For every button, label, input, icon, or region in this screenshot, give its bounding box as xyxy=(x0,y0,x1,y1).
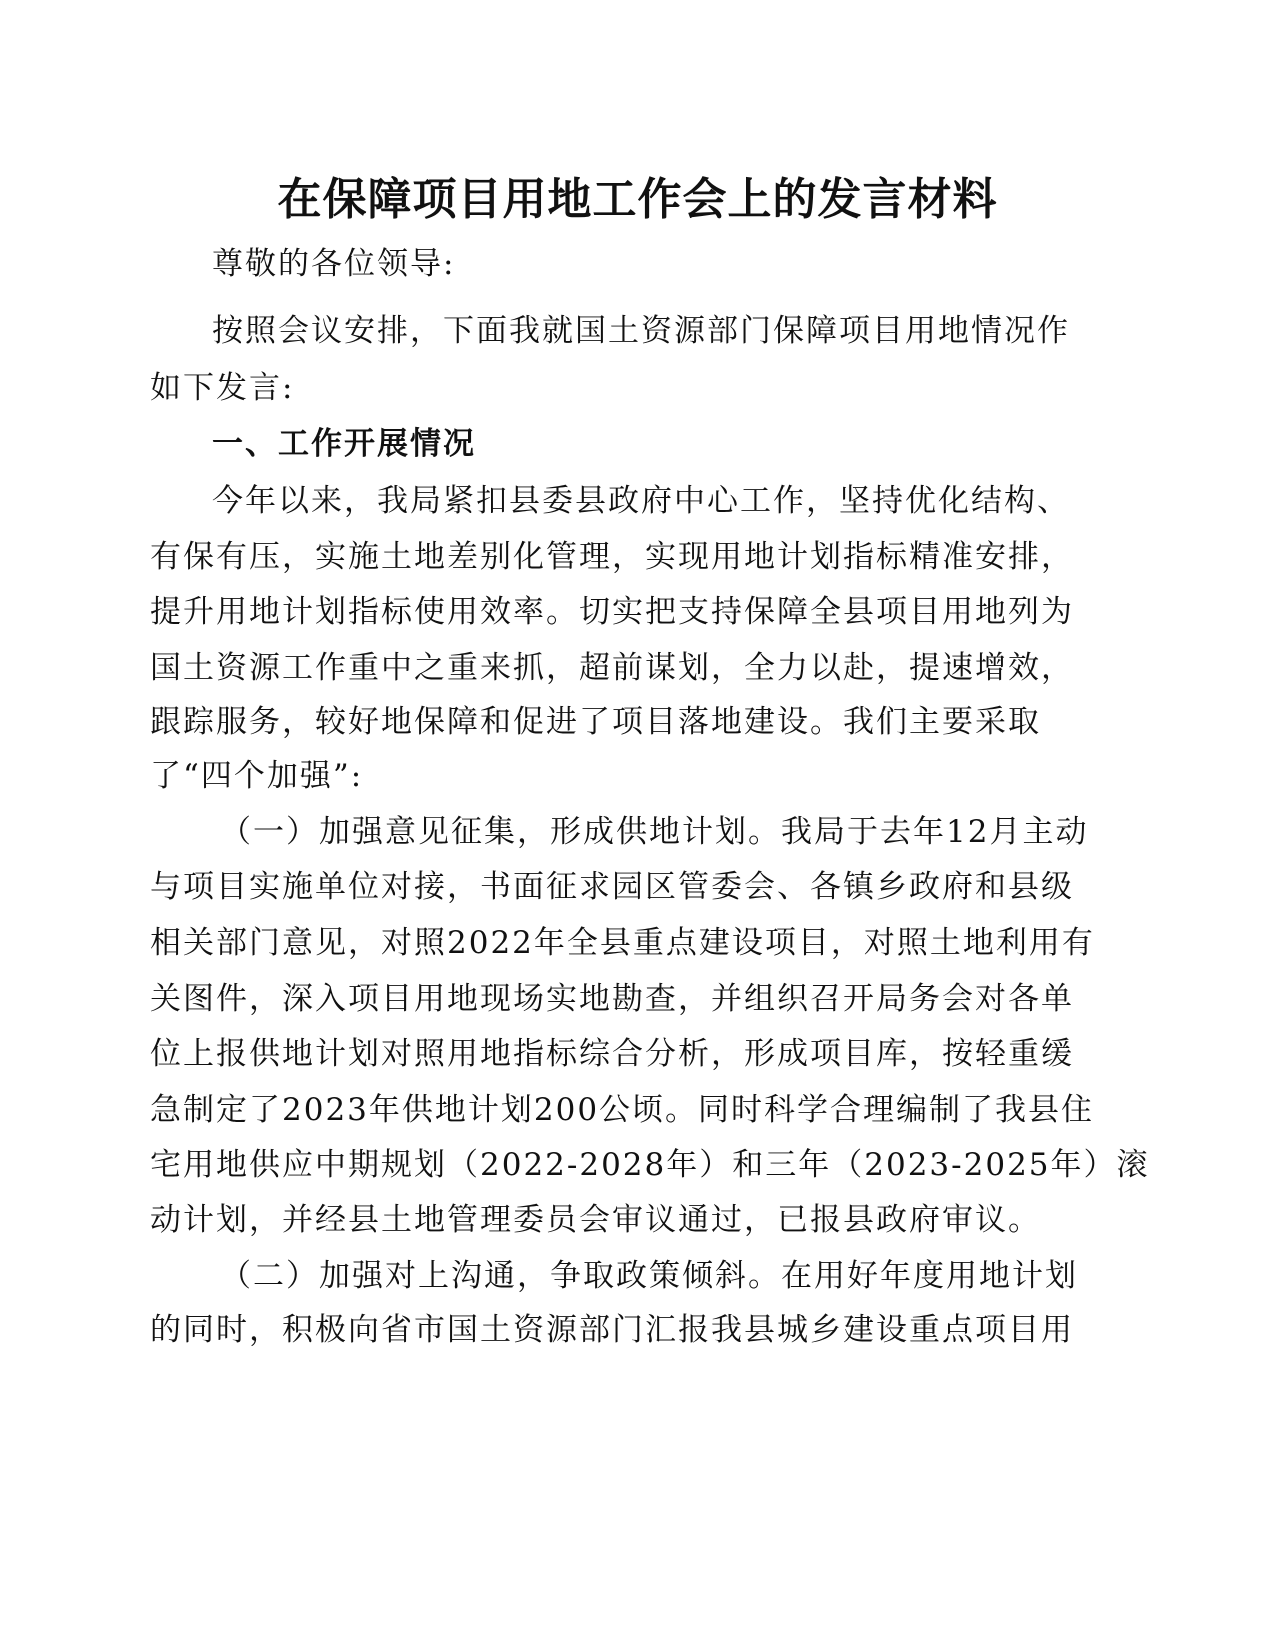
paragraph-line: 如下发言: xyxy=(150,370,295,406)
paragraph-line: 今年以来，我局紧扣县委县政府中心工作，坚持优化结构、 xyxy=(212,483,1070,519)
paragraph-line: （二）加强对上沟通，争取政策倾斜。在用好年度用地计划 xyxy=(220,1258,1078,1294)
paragraph-line: 宅用地供应中期规划（2022-2028年）和三年（2023-2025年）滚 xyxy=(150,1147,1150,1183)
document-title: 在保障项目用地工作会上的发言材料 xyxy=(277,174,998,225)
salutation: 尊敬的各位领导: xyxy=(212,246,456,282)
paragraph-line: 有保有压，实施土地差别化管理，实现用地计划指标精准安排， xyxy=(150,539,1074,575)
paragraph-line: 急制定了2023年供地计划200公顷。同时科学合理编制了我县住 xyxy=(150,1092,1095,1128)
section-heading: 一、工作开展情况 xyxy=(212,426,476,462)
paragraph-line: 跟踪服务，较好地保障和促进了项目落地建设。我们主要采取 xyxy=(150,704,1041,740)
paragraph-line: 按照会议安排，下面我就国土资源部门保障项目用地情况作 xyxy=(212,313,1070,349)
paragraph-line: 国土资源工作重中之重来抓，超前谋划，全力以赴，提速增效， xyxy=(150,650,1074,686)
paragraph-line: 的同时，积极向省市国土资源部门汇报我县城乡建设重点项目用 xyxy=(150,1312,1074,1348)
paragraph-line: 动计划，并经县土地管理委员会审议通过，已报县政府审议。 xyxy=(150,1202,1041,1238)
paragraph-line: 了“四个加强”: xyxy=(150,758,364,794)
paragraph-line: （一）加强意见征集，形成供地计划。我局于去年12月主动 xyxy=(220,814,1089,850)
paragraph-line: 位上报供地计划对照用地指标综合分析，形成项目库，按轻重缓 xyxy=(150,1036,1074,1072)
paragraph-line: 提升用地计划指标使用效率。切实把支持保障全县项目用地列为 xyxy=(150,594,1074,630)
paragraph-line: 关图件，深入项目用地现场实地勘查，并组织召开局务会对各单 xyxy=(150,981,1074,1017)
paragraph-line: 相关部门意见，对照2022年全县重点建设项目，对照土地利用有 xyxy=(150,925,1095,961)
paragraph-line: 与项目实施单位对接，书面征求园区管委会、各镇乡政府和县级 xyxy=(150,869,1074,905)
